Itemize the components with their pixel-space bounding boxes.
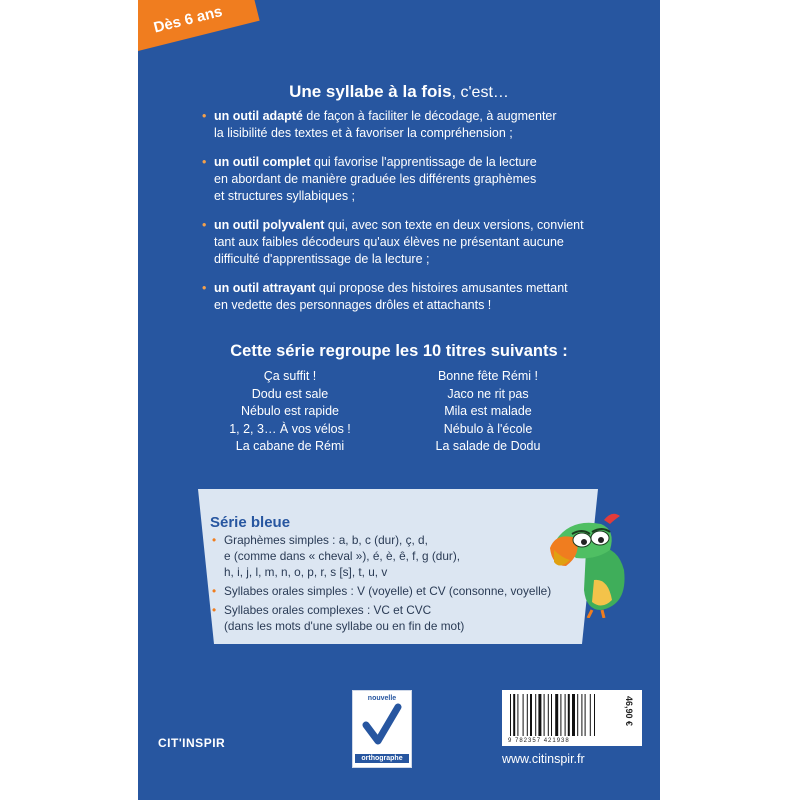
website-url: www.citinspir.fr	[502, 752, 585, 766]
panel-text: e (comme dans « cheval »), é, è, ê, f, g (dur),	[224, 549, 461, 563]
book-title: Nébulo est rapide	[241, 404, 339, 418]
panel-item	[212, 532, 582, 580]
book-title: Mila est malade	[444, 404, 532, 418]
feature-text: de façon à faciliter le décodage, à augmenter	[302, 109, 557, 123]
panel-text: Graphèmes simples : a, b, c (dur), ç, d,	[224, 533, 428, 547]
book-title: Jaco ne rit pas	[447, 386, 529, 401]
book-title: La cabane de Rémi	[235, 439, 345, 453]
feature-item	[202, 108, 622, 142]
barcode	[502, 690, 642, 746]
feature-item	[202, 217, 622, 268]
book-title: 1, 2, 3… À vos vélos !	[229, 421, 351, 436]
bullet-dot-icon: •	[212, 584, 217, 598]
feature-text: en vedette des personnages drôles et attachants !	[214, 298, 492, 312]
publisher-logo: CIT'INSPIR	[158, 736, 226, 750]
panel-text: Syllabes orales complexes : VC et CVC	[224, 603, 432, 617]
feature-item	[202, 154, 622, 205]
feature-text: difficulté d'apprentissage de la lecture ;	[214, 252, 430, 266]
bullet-dot-icon: •	[202, 155, 207, 169]
panel-text: h, i, j, l, m, n, o, p, r, s [s], t, u, v	[224, 565, 388, 579]
intro-headline	[138, 82, 660, 102]
feature-bold: un outil polyvalent	[214, 218, 325, 232]
age-label: Dès 6 ans	[152, 3, 225, 37]
feature-bold: un outil attrayant	[214, 281, 316, 295]
book-title: La salade de Dodu	[435, 439, 541, 453]
checkmark-icon	[362, 703, 402, 747]
bullet-dot-icon: •	[202, 109, 207, 123]
panel-item	[212, 583, 582, 599]
book-title: Dodu est sale	[251, 386, 329, 401]
panel-item	[212, 602, 582, 634]
barcode-bars-icon	[508, 694, 620, 742]
barcode-digits: 9 782357 421938	[508, 738, 570, 744]
titles-left-column	[190, 368, 390, 456]
panel-list	[212, 532, 582, 637]
feature-text: en abordant de manière graduée les différents graphèmes	[214, 172, 537, 186]
bullet-dot-icon: •	[212, 533, 217, 547]
logo-bottom-text: orthographe	[355, 754, 409, 763]
panel-text: (dans les mots d'une syllabe ou en fin de mot)	[224, 619, 465, 633]
feature-text: tant aux faibles décodeurs qu'aux élèves ne présentant aucune	[214, 235, 564, 249]
intro-title-bold: Une syllabe à la fois	[289, 82, 452, 101]
series-title: Cette série regroupe les 10 titres suivants :	[230, 342, 568, 360]
feature-text: qui propose des histoires amusantes mettant	[315, 281, 568, 295]
book-title: Ça suffit !	[263, 369, 317, 383]
price-label	[620, 692, 640, 742]
price-text: 46,90 €	[624, 696, 634, 727]
panel-title: Série bleue	[210, 514, 291, 531]
panel-text: Syllabes orales simples : V (voyelle) et CV (consonne, voyelle)	[224, 584, 552, 598]
bullet-dot-icon: •	[212, 603, 217, 617]
feature-item	[202, 280, 622, 314]
back-cover	[138, 0, 660, 800]
feature-text: la lisibilité des textes et à favoriser la compréhension ;	[214, 126, 513, 140]
feature-text: qui favorise l'apprentissage de la lecture	[310, 155, 537, 169]
bullet-dot-icon: •	[202, 281, 207, 295]
bullet-dot-icon: •	[202, 218, 207, 232]
feature-bold: un outil complet	[214, 155, 311, 169]
logo-top-text: nouvelle	[367, 695, 397, 702]
parrot-mascot-icon	[546, 510, 636, 618]
feature-text: et structures syllabiques ;	[214, 189, 356, 203]
book-title: Bonne fête Rémi !	[437, 369, 539, 383]
feature-text: qui, avec son texte en deux versions, convient	[324, 218, 584, 232]
feature-list	[202, 108, 622, 326]
nouvelle-orthographe-logo	[352, 690, 412, 768]
book-title: Nébulo à l'école	[443, 421, 533, 436]
titles-right-column	[388, 368, 588, 456]
intro-title-rest: , c'est…	[451, 84, 509, 101]
feature-bold: un outil adapté	[214, 109, 303, 123]
